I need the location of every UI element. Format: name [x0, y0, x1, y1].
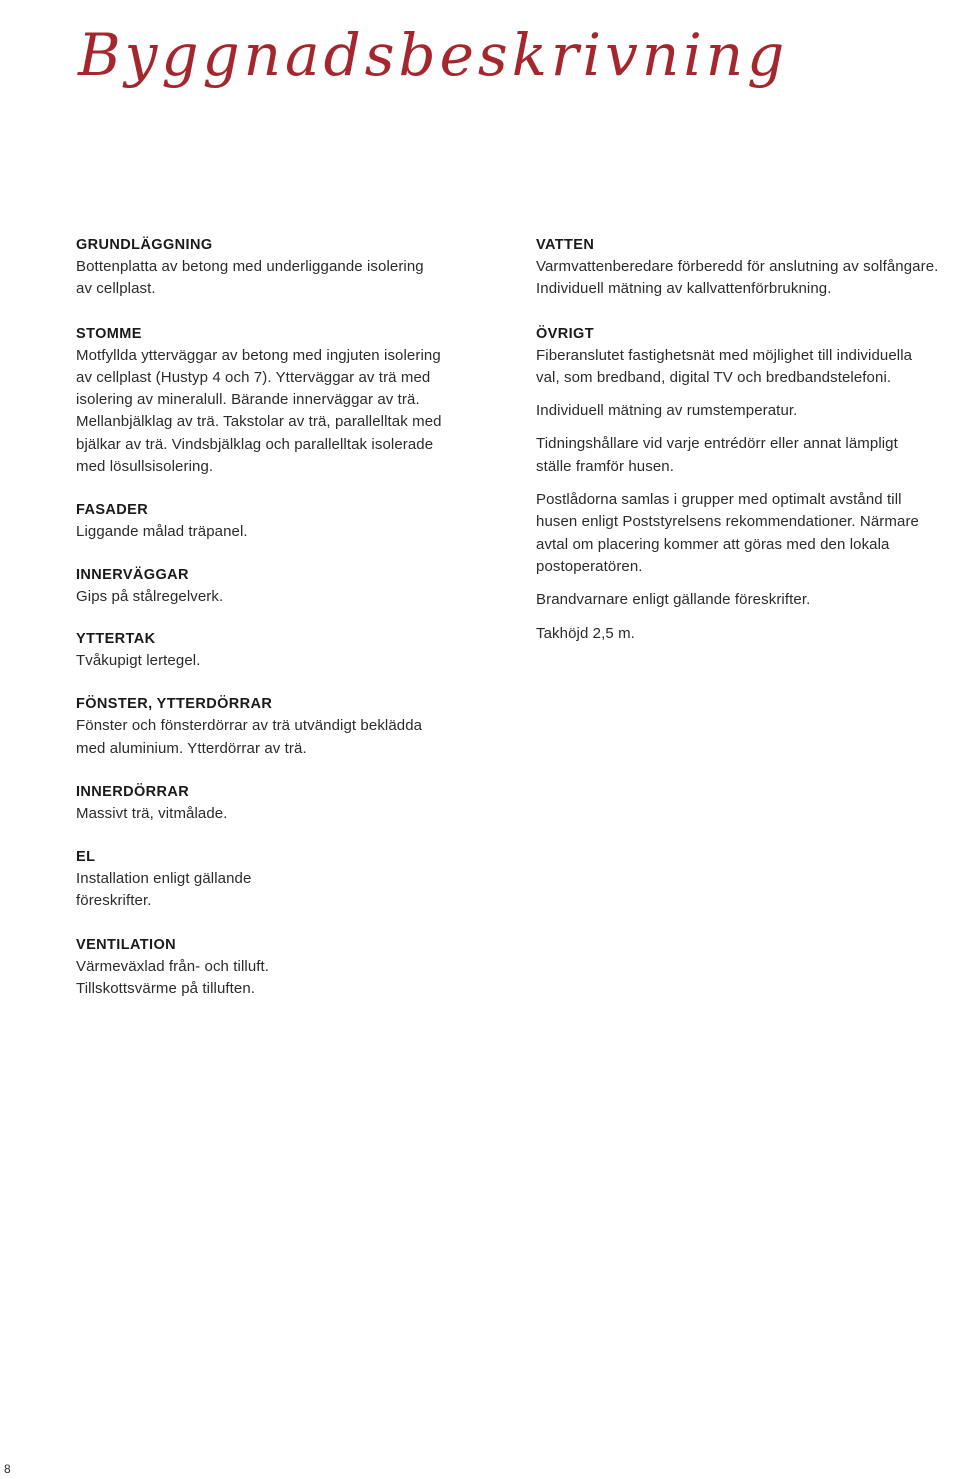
section-line: av cellplast (Hustyp 4 och 7). Ytterväggar av trä med [76, 368, 431, 386]
section-heading: STOMME [76, 325, 142, 342]
section-line: postoperatören. [536, 557, 643, 575]
section-line: bjälkar av trä. Vindsbjälklag och parallelltak isolerade [76, 435, 434, 453]
section-line: Tvåkupigt lertegel. [76, 651, 201, 669]
paragraph-postladorna [536, 489, 956, 578]
section-ovrigt [536, 323, 956, 645]
section-line: Tidningshållare vid varje entrédörr eller annat lämpligt [536, 435, 898, 453]
section-line: av cellplast. [76, 280, 156, 298]
section-line: Gips på stålregelverk. [76, 587, 224, 605]
section-line: Motfyllda ytterväggar av betong med ingjuten isolering [76, 346, 441, 364]
section-vatten [536, 234, 956, 301]
section-line: Individuell mätning av kallvattenförbrukning. [536, 280, 832, 298]
section-fonster-ytterdorrar [76, 693, 486, 760]
section-heading: FASADER [76, 502, 149, 519]
section-line: Liggande målad träpanel. [76, 523, 248, 541]
section-line: Postlådorna samlas i grupper med optimalt avstånd till [536, 491, 902, 509]
section-heading: EL [76, 849, 96, 866]
section-yttertak [76, 628, 486, 672]
section-line: Bottenplatta av betong med underliggande isolering [76, 258, 424, 275]
section-heading: GRUNDLÄGGNING [76, 237, 213, 253]
section-line: Fönster och fönsterdörrar av trä utvändigt beklädda [76, 717, 423, 735]
section-heading: YTTERTAK [76, 630, 156, 647]
left-column [76, 234, 486, 1000]
section-heading: ÖVRIGT [536, 325, 594, 342]
section-line: husen enligt Poststyrelsens rekommendationer. Närmare [536, 513, 919, 531]
section-el [76, 846, 486, 913]
paragraph-brandvarnare [536, 589, 956, 611]
section-line: ställe framför husen. [536, 457, 674, 475]
section-line: Mellanbjälklag av trä. Takstolar av trä, parallelltak med [76, 413, 442, 431]
section-line: Massivt trä, vitmålade. [76, 804, 228, 822]
section-heading: INNERVÄGGAR [76, 566, 189, 583]
section-line: Värmeväxlad från- och tilluft. [76, 957, 270, 975]
section-heading: INNERDÖRRAR [76, 783, 190, 800]
section-stomme [76, 323, 486, 479]
section-line: Fiberanslutet fastighetsnät med möjlighet till individuella [536, 346, 913, 364]
section-line: val, som bredband, digital TV och bredbandstelefoni. [536, 368, 892, 386]
section-ventilation [76, 934, 486, 1001]
section-line: föreskrifter. [76, 892, 152, 910]
paragraph-rumstemperatur [536, 400, 956, 422]
section-innerdorrar [76, 781, 486, 825]
page-number: 8 [4, 1462, 11, 1476]
section-fasader [76, 499, 486, 543]
section-line: Individuell mätning av rumstemperatur. [536, 402, 798, 420]
section-grundlaggning [76, 234, 486, 301]
section-line: Installation enligt gällande [76, 870, 252, 888]
paragraph-takhojd [536, 623, 956, 645]
paragraph-fibernat [536, 345, 956, 390]
section-innervaggar [76, 564, 486, 608]
paragraph-tidningshallare [536, 433, 956, 478]
section-heading: VENTILATION [76, 936, 176, 953]
section-line: med aluminium. Ytterdörrar av trä. [76, 739, 307, 757]
section-line: Takhöjd 2,5 m. [536, 624, 635, 642]
section-heading: FÖNSTER, YTTERDÖRRAR [76, 696, 273, 713]
section-line: avtal om placering kommer att göras med den lokala [536, 535, 890, 553]
right-column [536, 234, 956, 645]
section-line: med lösullsisolering. [76, 458, 214, 476]
section-line: isolering av mineralull. Bärande innerväggar av trä. [76, 391, 420, 409]
section-line: Tillskottsvärme på tilluften. [76, 980, 256, 998]
section-heading: VATTEN [536, 237, 595, 253]
section-line: Brandvarnare enligt gällande föreskrifter. [536, 591, 811, 609]
section-line: Varmvattenberedare förberedd för anslutning av solfångare. [536, 258, 939, 275]
page-title: Byggnadsbeskrivning [78, 21, 789, 89]
